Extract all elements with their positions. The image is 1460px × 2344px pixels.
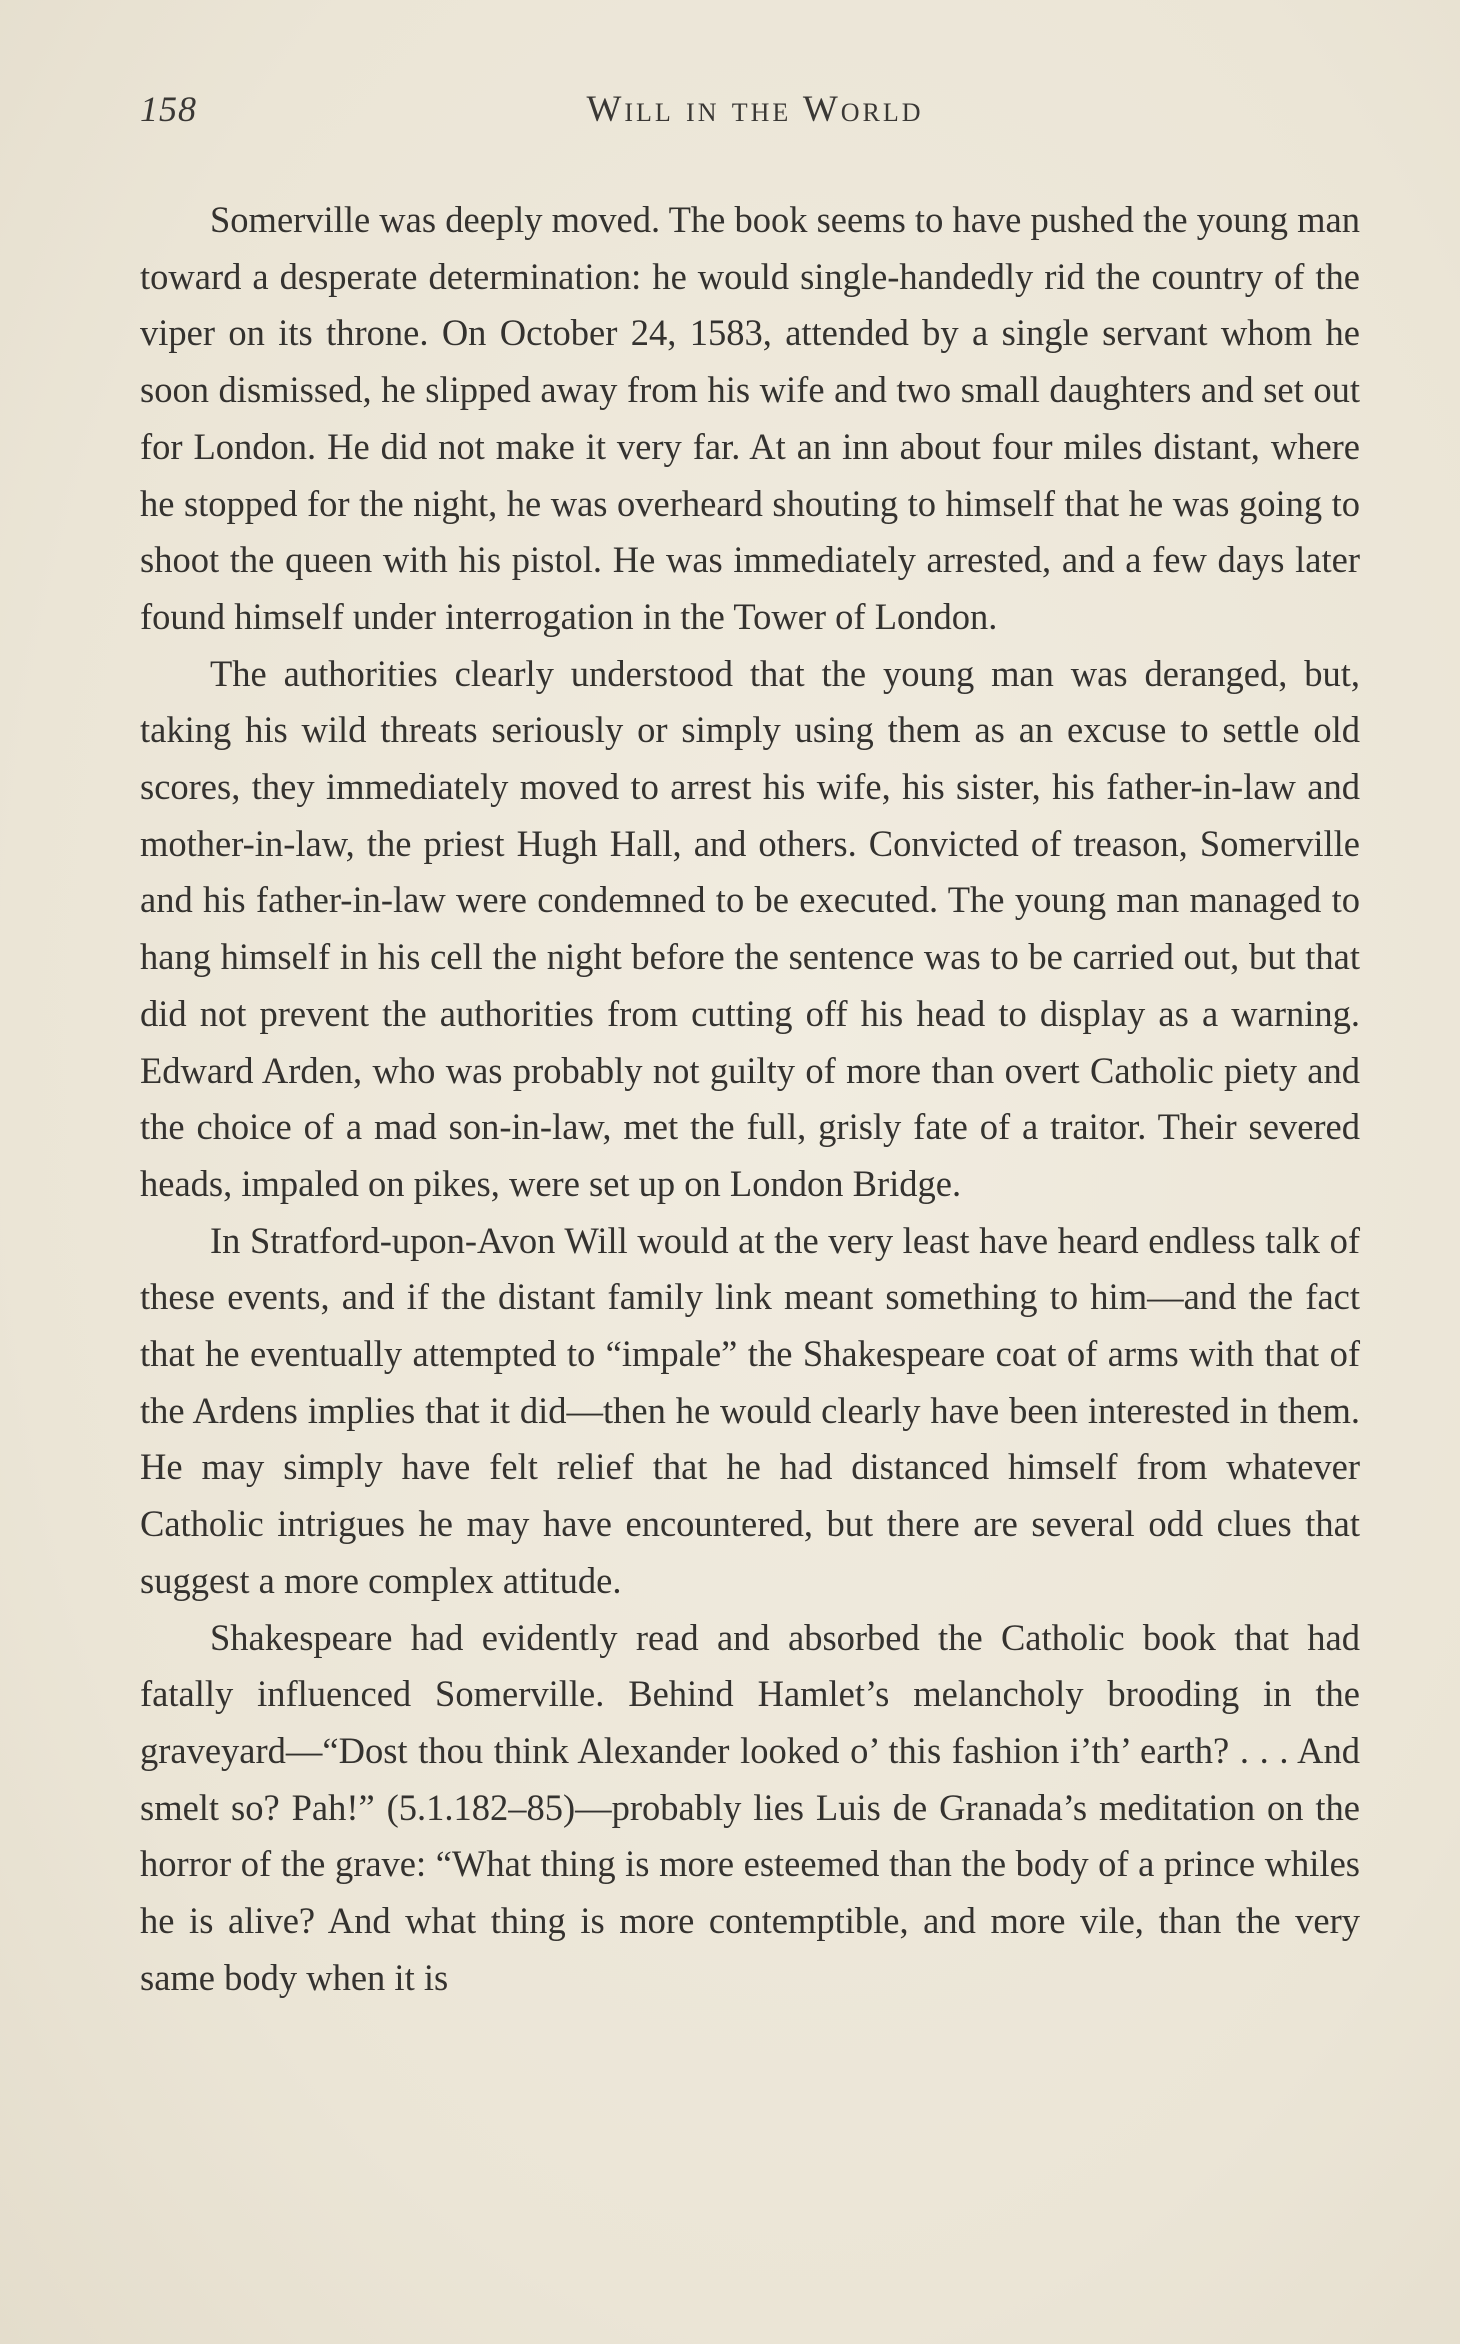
running-head bbox=[140, 88, 1360, 138]
page-number: 158 bbox=[140, 89, 197, 129]
body-text bbox=[140, 192, 1360, 2007]
paragraph: Somerville was deeply moved. The book seems to have pushed the young man toward a desperate determination: he would single-handedly rid the country of the viper on its throne. On October 24, 1583, attended by a single servant whom he soon dismissed, he slipped away from his wife and two small daughters and set out for London. He did not make it very far. At an inn about four miles distant, where he stopped for the night, he was overheard shouting to himself that he was going to shoot the queen with his pistol. He was immediately arrested, and a few days later found himself under interrogation in the Tower of London. bbox=[140, 199, 1360, 637]
running-title: Will in the World bbox=[586, 89, 924, 130]
paragraph: Shakespeare had evidently read and absorbed the Catholic book that had fatally influenced Somerville. Behind Hamlet’s melancholy brooding in the graveyard—“Dost thou think Alexander looked o’ this fashion i’th’ earth? . . . And smelt so? Pah!” (5.1.182–85)—probably lies Luis de Granada’s meditation on the horror of the grave: “What thing is more esteemed than the body of a prince whiles he is alive? And what thing is more contemptible, and more vile, than the very same body when it is bbox=[140, 1616, 1360, 1998]
paragraph: The authorities clearly understood that the young man was deranged, but, taking his wild threats seriously or simply using them as an excuse to settle old scores, they immediately moved to arrest his wife, his sister, his father-in-law and mother-in-law, the priest Hugh Hall, and others. Convicted of treason, Somerville and his father-in-law were condemned to be executed. The young man managed to hang himself in his cell the night before the sentence was to be carried out, but that did not prevent the authorities from cutting off his head to display as a warning. Edward Arden, who was probably not guilty of more than overt Catholic piety and the choice of a mad son-in-law, met the full, grisly fate of a traitor. Their severed heads, impaled on pikes, were set up on London Bridge. bbox=[140, 652, 1360, 1204]
paragraph: In Stratford-upon-Avon Will would at the very least have heard endless talk of these events, and if the distant family link meant something to him—and the fact that he eventually attempted to “impale” the Shakespeare coat of arms with that of the Ardens implies that it did—then he would clearly have been interested in them. He may simply have felt relief that he had distanced himself from whatever Catholic intrigues he may have encountered, but there are several odd clues that suggest a more complex attitude. bbox=[140, 1219, 1360, 1601]
